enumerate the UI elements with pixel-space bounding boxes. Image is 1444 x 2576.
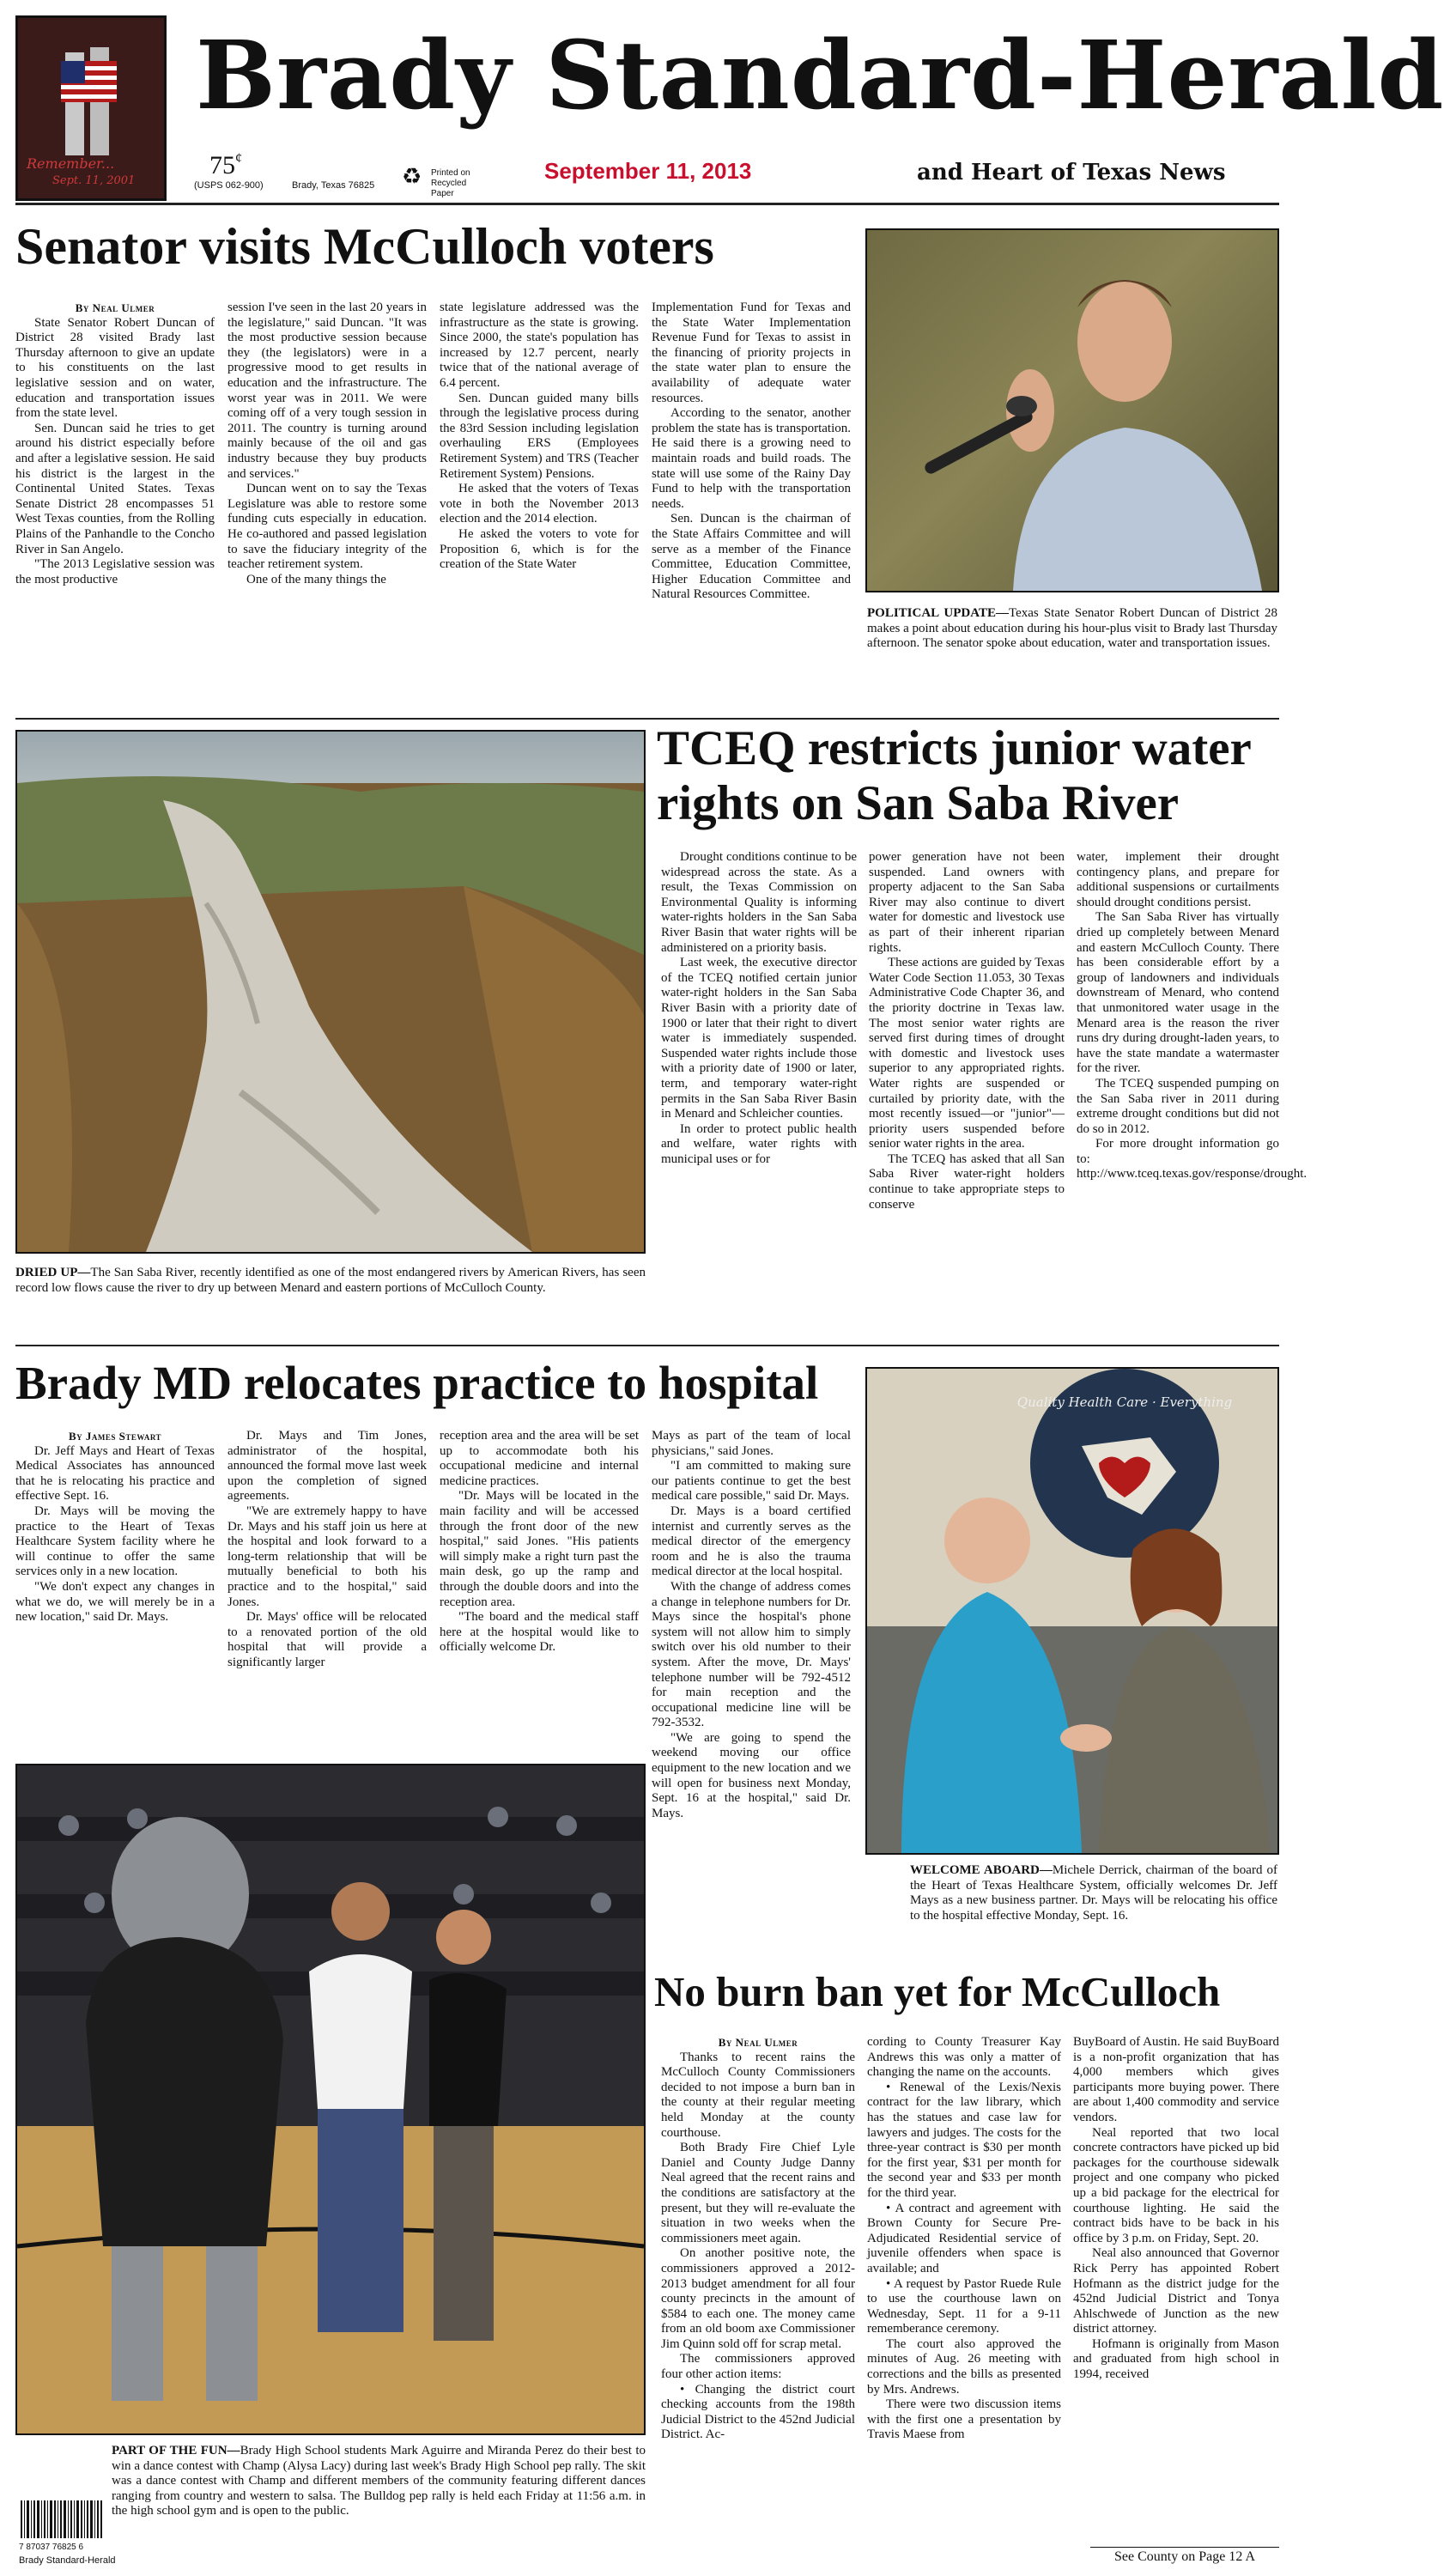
story3-col3-p2: "Dr. Mays will be located in the main facility and will be accessed through the front door of the new hospital," said Jones. "His patients will simply make a right turn past the main desk, go up the ramp and through the double doors and into the reception area. — [440, 1489, 639, 1609]
story5-col3-p1: BuyBoard of Austin. He said BuyBoard is a non-profit organization that has 4,000 members which gives participants more buying power. There are about 1,400 commodity and service vendors. — [1073, 2035, 1279, 2124]
story3-col3 — [440, 1429, 639, 1755]
story2-col3 — [1077, 850, 1307, 1331]
price-value: 75 — [209, 151, 235, 179]
story1-col3-p3: He asked that the voters of Texas vote in both the November 2013 election and the 2014 election. — [440, 482, 639, 526]
story5-col1 — [661, 2035, 855, 2572]
story3-col3-p3: "The board and the medical staff here at the hospital would like to officially welcome Dr. — [440, 1610, 639, 1655]
story5-col3-p3: Neal also announced that Governor Rick Perry has appointed Robert Hofmann as the district judge for the 452nd Judicial District and Tonya Ahlschwede of Junction as the new district attorney. — [1073, 2246, 1279, 2336]
story5-col1-p1: Thanks to recent rains the McCulloch County Commissioners decided to not impose a burn ban in the county at their regular meeting held Monday at the county courthouse. — [661, 2050, 855, 2140]
story5-col3-p2: Neal reported that two local concrete contractors have picked up bid packages for the courthouse sidewalk project and one company who picked up a bid package for the electrical for courthouse lighting. He said the contract bids have to be back in his office by 3 p.m. on Friday, Sept. 20. — [1073, 2125, 1279, 2245]
story3-col4-p1: Mays as part of the team of local physicians," said Jones. — [652, 1429, 851, 1458]
remember-date: Sept. 11, 2001 — [52, 174, 136, 187]
story5-col2 — [867, 2035, 1061, 2572]
story1-col2-p1: session I've seen in the last 20 years in the legislature," said Duncan. "It was the most productive session because they (the legislators) were in a progressive mood to get results in education and the infrastructure. The worst year was in 2011. We were coming off of a very tough session in 2011. The country is turning around mainly because of the oil and gas industry because they buy products and services." — [228, 301, 427, 481]
story3-col1-p2: Dr. Mays will be moving the practice to the Heart of Texas Healthcare System facility where he will continue to offer the same services only in a new location. — [15, 1504, 215, 1579]
river-photo — [15, 730, 646, 1254]
story3-col2-p3: Dr. Mays' office will be relocated to a renovated portion of the old hospital that will provide a significantly larger — [228, 1610, 427, 1669]
pep-rally-photo — [15, 1764, 646, 2435]
story3-caption — [910, 1863, 1277, 1949]
story2-col2-p1: power generation have not been suspended. Land owners with property adjacent to the San Saba River may also continue to divert water for domestic and livestock use as part of their inherent riparian rights. — [869, 850, 1065, 955]
story1-caption-label: POLITICAL UPDATE— — [867, 606, 1009, 620]
story2-col3-p2: The San Saba River has virtually dried up completely between Menard and eastern McCulloch County. There has been considerable effort by a group of landowners and individuals downstream of Menard, who contend that unmonitored water usage in the Menard area is the reason the river runs dry during drought-laden years, to have the state mandate a watermaster for the river. — [1077, 910, 1279, 1076]
story3-col4-p3: Dr. Mays is a board certified internist and currently serves as the medical director of the emergency room and he is also the trauma medical director at the local hospital. — [652, 1504, 851, 1579]
story1-caption-text: Texas State Senator Robert Duncan of District 28 makes a point about education during his hour-plus visit to Brady last Thursday afternoon. The senator spoke about education, water and transportation issues. — [867, 606, 1277, 650]
barcode-label: Brady Standard-Herald — [19, 2555, 116, 2566]
story1-col3-p1: state legislature addressed was the infrastructure as the state is growing. Since 2000, the state's population has increased by 12.7 percent, nearly twice that of the national average of 6.4 percent. — [440, 301, 639, 390]
story2-headline-line1: TCEQ restricts junior water — [657, 721, 1252, 775]
story2-col3-p4: For more drought information go to: http://www.tceq.texas.gov/response/drought. — [1077, 1137, 1307, 1182]
story3-col4-p4: With the change of address comes a change in telephone numbers for Dr. Mays since the hospital's phone system will not allow him to simply switch over his old number to their system. After the move, Dr. Mays' telephone number will be 792-4512 for main reception and the occupational medicine line will be 792-3532. — [652, 1579, 851, 1730]
pep-rally-illustration — [17, 1765, 644, 2433]
story5-col1-p3: On another positive note, the commissioners approved a 2012-2013 budget amendment for all four county precincts in the amount of $584 to each one. The money came from an old boom axe Commissioner Jim Quinn sold off for scrap metal. — [661, 2246, 855, 2351]
story1-col4-p1: Implementation Fund for Texas and the State Water Implementation Revenue Fund for Texas to assist in the financing of priority projects in the state water plan to ensure the availability of adequate water resources. — [652, 301, 851, 405]
story2-headline-line2: rights on San Saba River — [657, 776, 1180, 830]
barcode-number: 7 87037 76825 6 — [19, 2543, 84, 2552]
remember-badge — [15, 15, 167, 201]
story1-col3-p2: Sen. Duncan guided many bills through the legislative process during the 83rd Session including legislation overhauling ERS (Employees Retirement System) and TRS (Teacher Retirement System) Pensions. — [440, 391, 639, 481]
recycled-note: Printed on Recycled Paper — [431, 168, 470, 198]
story3-caption-label: WELCOME ABOARD— — [910, 1863, 1053, 1877]
story3-col2 — [228, 1429, 427, 1755]
pep-rally-caption-label: PART OF THE FUN— — [112, 2444, 240, 2458]
story5-col1-p2: Both Brady Fire Chief Lyle Daniel and County Judge Danny Neal agreed that the recent rains and the conditions are satisfactory at the present, but they will re-evaluate the situation in two weeks when the commissioners meet again. — [661, 2141, 855, 2245]
story2-col3-p1: water, implement their drought contingency plans, and prepare for additional suspensions or curtailments should drought conditions persist. — [1077, 850, 1279, 909]
masthead-location: Brady, Texas 76825 — [292, 180, 375, 191]
story1-col4 — [652, 301, 851, 713]
story2-col3-p3: The TCEQ suspended pumping on the San Saba river in 2011 during extreme drought conditions but did not do so in 2012. — [1077, 1076, 1279, 1136]
story2-caption-label: DRIED UP— — [15, 1266, 91, 1279]
masthead-title: Brady Standard-Herald — [196, 20, 1444, 131]
usps-number: (USPS 062-900) — [194, 180, 264, 191]
senator-illustration — [867, 230, 1277, 591]
story1-col1-p3: "The 2013 Legislative session was the most productive — [15, 557, 215, 586]
story3-col4 — [652, 1429, 851, 1961]
story5-col2-p5: The court also approved the minutes of Aug. 26 meeting with corrections and the bills as presented by Mrs. Andrews. — [867, 2336, 1061, 2397]
rule-after-story1 — [15, 718, 1279, 720]
story5-headline: No burn ban yet for McCulloch — [654, 1968, 1221, 2015]
story1-col2-p3: One of the many things the — [246, 572, 386, 586]
story3-col4-p2: "I am committed to making sure our patients continue to get the best medical care possible," said Dr. Mays. — [652, 1459, 851, 1504]
story5-col2-p4: • A request by Pastor Ruede Rule to use the courthouse lawn on Wednesday, Sept. 11 for a 9-11 rememberance ceremony. — [867, 2276, 1061, 2336]
story2-col2-p3: The TCEQ has asked that all San Saba River water-right holders continue to take appropriate steps to conserve — [869, 1151, 1065, 1212]
story3-col1-p3: "We don't expect any changes in what we do, we will merely be in a new location," said Dr. Mays. — [15, 1579, 215, 1625]
story2-col1-p3: In order to protect public health and welfare, water rights with municipal uses or for — [661, 1121, 857, 1166]
story2-caption-text: The San Saba River, recently identified as one of the most endangered rivers by American Rivers, has seen record low flows cause the river to dry up between Menard and eastern portions of McCulloch County. — [15, 1266, 646, 1295]
story2-col1-p1: Drought conditions continue to be widespread across the state. As a result, the Texas Commission on Environmental Quality is informing water-rights holders in the San Saba River Basin that water rights will be administered on a priority basis. — [661, 850, 857, 955]
story1-col4-p2: According to the senator, another problem the state has is transportation. He said there is a growing need to maintain roads and build roads. The state will use some of the Rainy Day Fund to help with the transportation needs. — [652, 406, 851, 511]
story3-col1 — [15, 1429, 215, 1755]
story3-caption-text: Michele Derrick, chairman of the board of the Heart of Texas Healthcare System, officially welcomes Dr. Jeff Mays as a new business partner. Dr. Mays will be relocating his office to the hospital effective Monday, Sept. 16. — [910, 1863, 1277, 1923]
story5-byline: By Neal Ulmer — [718, 2036, 798, 2049]
masthead-date: September 11, 2013 — [544, 158, 752, 184]
story1-col1-p2: Sen. Duncan said he tries to get around his district especially before and after a legislative session. He said his district is the largest in the Continental United States. Texas Senate District 28 encompasses 51 West Texas counties, from the Rolling Plains of the Panhandle to the Concho River in San Angelo. — [15, 421, 215, 556]
story5-col3-p4: Hofmann is originally from Mason and graduated from high school in 1994, received — [1073, 2336, 1279, 2382]
story5-col3 — [1073, 2035, 1279, 2537]
story3-col2-p1: Dr. Mays and Tim Jones, administrator of the hospital, announced the formal move last week upon the completion of signed agreements. — [228, 1429, 427, 1504]
masthead-subtitle: and Heart of Texas News — [917, 160, 1226, 185]
story1-col3 — [440, 301, 639, 713]
story1-byline: By Neal Ulmer — [75, 301, 155, 314]
story5-col2-p3: • A contract and agreement with Brown County for Secure Pre-Adjudicated Residential service of juvenile offenders when space is available; and — [867, 2201, 1061, 2275]
story5-col1-p4: The commissioners approved four other action items: — [661, 2352, 855, 2382]
barcode-icon — [19, 2500, 105, 2538]
senator-photo — [865, 228, 1279, 592]
story1-col3-p4: He asked the voters to vote for Proposition 6, which is for the creation of the State Water — [440, 526, 639, 572]
story3-col1-p1: Dr. Jeff Mays and Heart of Texas Medical Associates has announced that he is relocating his practice and effective Sept. 16. — [15, 1443, 215, 1504]
story1-col2-p2: Duncan went on to say the Texas Legislature was able to restore some funding cuts especially in education. He co-authored and passed legislation to save the fiduciary integrity of the teacher retirement system. — [228, 482, 427, 572]
story3-headline: Brady MD relocates practice to hospital — [15, 1357, 819, 1409]
story5-col2-p2: • Renewal of the Lexis/Nexis contract for the law library, which has the statues and case law for lawyers and judges. The costs for the three-year contract is $30 per month for the first year, $31 per month for the second year and $33 per month for the third year. — [867, 2080, 1061, 2200]
story2-col1 — [661, 850, 857, 1331]
remember-text: Remember... — [27, 155, 115, 172]
recycle-icon: ♻ — [402, 164, 422, 189]
welcome-illustration — [867, 1369, 1277, 1853]
hospital-sign-text: Quality Health Care · Everything — [1016, 1394, 1233, 1410]
welcome-photo — [865, 1367, 1279, 1855]
story2-col2 — [869, 850, 1065, 1331]
story5-col2-p1: cording to County Treasurer Kay Andrews this was only a matter of changing the name on the accounts. — [867, 2035, 1061, 2080]
price-unit: ¢ — [235, 151, 242, 166]
story2-caption — [15, 1266, 646, 1327]
masthead-price — [209, 151, 242, 180]
story1-col1-p1: State Senator Robert Duncan of District 28 visited Brady last Thursday afternoon to give an update to his constituents on the last legislative session and on water, education and transportation issues from the state level. — [15, 315, 215, 421]
pep-rally-caption — [112, 2444, 646, 2566]
barcode — [19, 2500, 105, 2552]
story3-col3-p1: reception area and the area will be set up to accommodate both his occupational medicine and internal medicine practices. — [440, 1429, 639, 1488]
story1-col4-p3: Sen. Duncan is the chairman of the State Affairs Committee and will serve as a member of the Finance Committee, Education Committee, Higher Education Committee and Natural Resources Committee. — [652, 512, 851, 602]
river-illustration — [17, 732, 644, 1252]
story1-col2 — [228, 301, 427, 713]
story2-col1-p2: Last week, the executive director of the TCEQ notified certain junior water-right holders in the San Saba River Basin with a priority date of 1900 or later that their right to divert water is immediately suspended. Suspended water rights include those with a priority date of 1900 or later, term, and temporary water-right permits in the San Saba River Basin in Menard and Schleicher counties. — [661, 956, 857, 1121]
pep-rally-caption-text: Brady High School students Mark Aguirre and Miranda Perez do their best to win a dance contest with Champ (Alysa Lacy) during last week's Brady High School pep rally. The skit was a dance contest with Champ and different members of the community featuring different dances ranging from country and western to salsa. The Bulldog pep rally is held each Friday at 11:56 a.m. in the high school gym and is open to the public. — [112, 2444, 646, 2518]
story5-jump-link[interactable]: See County on Page 12 A — [1090, 2547, 1279, 2567]
story3-col4-p5: "We are going to spend the weekend moving our office equipment to the new location and we will open for business next Monday, Sept. 16 at the hospital," said Dr. Mays. — [652, 1730, 851, 1820]
masthead-rule — [15, 203, 1279, 205]
story1-caption — [867, 606, 1277, 709]
story1-headline: Senator visits McCulloch voters — [15, 218, 714, 275]
story5-col2-p6: There were two discussion items with the first one a presentation by Travis Maese from — [867, 2397, 1061, 2442]
story3-byline: By James Stewart — [68, 1430, 162, 1443]
rule-after-story2 — [15, 1345, 1279, 1346]
story3-col2-p2: "We are extremely happy to have Dr. Mays and his staff join us here at the hospital and look forward to a long-term relationship that will be mutually beneficial to both his practice and to the hospital," said Jones. — [228, 1504, 427, 1609]
story5-col1-p5: • Changing the district court checking accounts from the 198th Judicial District to the 452nd Judicial District. Ac- — [661, 2382, 855, 2442]
story2-col2-p2: These actions are guided by Texas Water Code Section 11.053, 30 Texas Administrative Code Chapter 36, and the priority doctrine in Texas law. The most senior water rights are served first during times of drought with domestic and livestock uses superior to any appropriated rights. Water rights are suspended or curtailed by priority date, with the most recently issued—or "junior"—priority users suspended before senior water rights in the area. — [869, 956, 1065, 1151]
story1-col1 — [15, 301, 215, 713]
